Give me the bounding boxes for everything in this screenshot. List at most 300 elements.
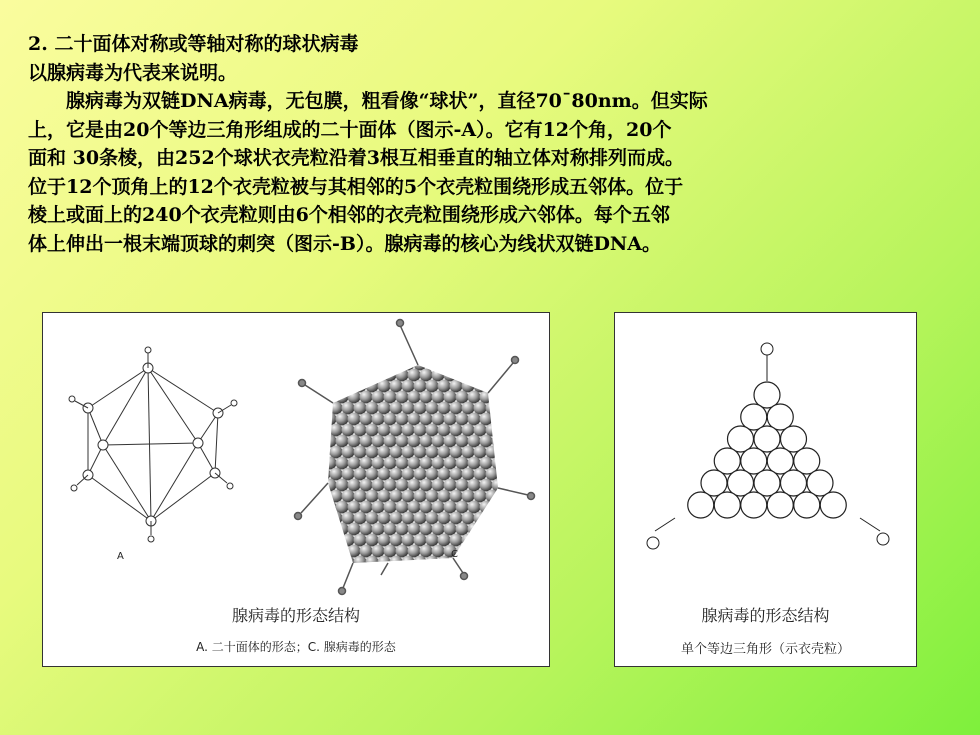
capsomer-ball [468, 391, 481, 404]
icosahedron-vertices [83, 363, 223, 526]
capsomer-ball [450, 490, 463, 503]
capsomer-ball [336, 545, 349, 558]
capsomer-ball [444, 347, 457, 360]
capsomer-ball [498, 468, 511, 481]
capsomer-ball [414, 534, 427, 547]
label-a: A [117, 551, 124, 562]
capsomer-ball [492, 391, 505, 404]
capsomer-ball [384, 435, 397, 448]
capsomer-ball [312, 413, 325, 426]
capsomer-circles [688, 382, 847, 518]
capsomer-ball [492, 545, 505, 558]
capsomer-ball [426, 512, 439, 525]
capsomer-ball [342, 534, 355, 547]
capsomer-ball [456, 523, 469, 536]
capsomer-ball [474, 380, 487, 393]
capsomer-ball [378, 380, 391, 393]
text-line-3: 腺病毒为双链DNA病毒，无包膜，粗看像“球状”，直径70¯80nm。但实际 [66, 90, 708, 112]
capsomer-ball [450, 446, 463, 459]
capsomer-ball [438, 490, 451, 503]
capsomer-ball [336, 457, 349, 470]
capsomer-ball [348, 347, 361, 360]
capsomer-ball [426, 358, 439, 371]
capsomer-ball [474, 402, 487, 415]
capsomer-ball [414, 490, 427, 503]
capsomer-ball [336, 347, 349, 360]
capsomer-ball [408, 457, 421, 470]
capsomer-ball [336, 479, 349, 492]
capsomer-ball [480, 369, 493, 382]
capsomer-ball [342, 446, 355, 459]
capsomer-ball [372, 369, 385, 382]
capsomer-ball [342, 358, 355, 371]
capsomer-ball [468, 435, 481, 448]
capsomer-ball [456, 457, 469, 470]
capsomer-ball [342, 556, 355, 569]
capsomer-ball [324, 369, 337, 382]
capsomer-ball [372, 435, 385, 448]
capsomer-ball [450, 512, 463, 525]
capsomer-ball [456, 413, 469, 426]
capsomer-ball [450, 468, 463, 481]
capsomer-ball [462, 490, 475, 503]
capsomer-ball [312, 369, 325, 382]
capsomer-ball [462, 534, 475, 547]
capsomer-ball [414, 380, 427, 393]
capsomer-ball [312, 435, 325, 448]
capsomer-ball [330, 402, 343, 415]
capsomer-ball [444, 413, 457, 426]
capsomer-ball [354, 402, 367, 415]
capsomer-ball [450, 380, 463, 393]
capsomer-ball [342, 424, 355, 437]
capsomer-ball [336, 501, 349, 514]
figure-left-subcaption: A. 二十面体的形态；C. 腺病毒的形态 [196, 640, 396, 654]
capsomer-ball [372, 347, 385, 360]
figure-left-caption: 腺病毒的形态结构 [231, 606, 360, 625]
capsomer-ball [312, 545, 325, 558]
capsomer-ball [384, 391, 397, 404]
capsomer-ball [480, 479, 493, 492]
capsomer-ball [444, 391, 457, 404]
capsomer-ball [402, 446, 415, 459]
capsomer-ball [432, 435, 445, 448]
capsomer-ball [498, 380, 511, 393]
capsomer-ball [348, 391, 361, 404]
figure-right-subcaption: 单个等边三角形（示衣壳粒） [680, 642, 850, 657]
capsomer-ball [420, 435, 433, 448]
body-text [28, 30, 958, 258]
capsomer-ball [366, 512, 379, 525]
capsomer-ball [348, 479, 361, 492]
capsomer-ball [420, 523, 433, 536]
capsomer-ball [438, 446, 451, 459]
capsomer-ball [420, 501, 433, 514]
capsomer-ball [390, 512, 403, 525]
capsomer-ball [498, 424, 511, 437]
capsomer-ball [498, 490, 511, 503]
capsomer-ball [330, 424, 343, 437]
capsomer-ball [426, 446, 439, 459]
capsomer-ball [474, 424, 487, 437]
capsomer-ball [432, 501, 445, 514]
capsomer-ball [330, 446, 343, 459]
capsomer-ball [438, 358, 451, 371]
capsomer-ball [480, 347, 493, 360]
capsomer-ball [354, 380, 367, 393]
capsomer-ball [492, 501, 505, 514]
capsomer-ball [378, 490, 391, 503]
capsomer-ball [474, 490, 487, 503]
capsomer-ball [432, 391, 445, 404]
capsomer-ball [336, 391, 349, 404]
capsomer-ball [396, 435, 409, 448]
capsomer-ball [468, 347, 481, 360]
capsomer-ball [408, 369, 421, 382]
capsomer-ball [486, 446, 499, 459]
capsomer-ball [312, 457, 325, 470]
capsomer-ball [498, 446, 511, 459]
capsomer-ball [348, 457, 361, 470]
capsomer-ball [330, 380, 343, 393]
capsomer-ball [492, 413, 505, 426]
capsomer-ball [324, 501, 337, 514]
capsomer-ball [474, 446, 487, 459]
text-line-4: 上，它是由20个等边三角形组成的二十面体（图示-A）。它有12个角，20个 [28, 118, 672, 141]
capsomer-ball [390, 424, 403, 437]
capsomer-ball [480, 413, 493, 426]
capsomer-ball [372, 545, 385, 558]
capsomer-ball [390, 380, 403, 393]
capsomer-ball [402, 358, 415, 371]
capsomer-ball [426, 380, 439, 393]
capsomer-ball [486, 424, 499, 437]
capsomer-ball [384, 479, 397, 492]
capsomer-ball [390, 534, 403, 547]
section-heading: 2. 二十面体对称或等轴对称的球状病毒 [28, 33, 359, 55]
capsomer-ball [432, 523, 445, 536]
capsomer-ball [444, 479, 457, 492]
capsomer-ball [480, 545, 493, 558]
capsomer-ball [318, 512, 331, 525]
capsomer-ball [438, 512, 451, 525]
capsomer-ball [378, 358, 391, 371]
capsomer-ball [342, 490, 355, 503]
capsomer-ball [360, 501, 373, 514]
capsomer-ball [414, 402, 427, 415]
adenovirus-model [295, 320, 535, 595]
capsomer-ball [312, 501, 325, 514]
capsomer-ball [396, 545, 409, 558]
capsomer-ball [462, 556, 475, 569]
capsomer-ball [456, 501, 469, 514]
capsomer-ball [468, 479, 481, 492]
capsomer-ball [414, 556, 427, 569]
capsomer-ball [420, 413, 433, 426]
capsomer-ball [420, 369, 433, 382]
capsomer-ball [426, 556, 439, 569]
capsomer-ball [348, 413, 361, 426]
capsomer-ball [384, 545, 397, 558]
capsomer-ball [330, 358, 343, 371]
capsomer-ball [468, 457, 481, 470]
capsomer-ball [498, 556, 511, 569]
capsomer-ball [336, 435, 349, 448]
capsomer-ball [468, 523, 481, 536]
capsomer-ball [354, 556, 367, 569]
capsomer-circle [688, 492, 714, 518]
capsomer-ball [312, 347, 325, 360]
text-line-2: 以腺病毒为代表来说明。 [28, 61, 238, 84]
capsomer-ball [360, 545, 373, 558]
capsomer-ball [348, 369, 361, 382]
capsomer-ball [462, 512, 475, 525]
capsomer-ball [480, 435, 493, 448]
capsomer-ball [462, 380, 475, 393]
capsomer-ball [354, 358, 367, 371]
capsomer-ball [390, 556, 403, 569]
capsomer-ball [342, 468, 355, 481]
capsomer-ball [354, 490, 367, 503]
capsomer-ball [474, 512, 487, 525]
capsomer-ball [420, 479, 433, 492]
capsomer-ball [330, 468, 343, 481]
capsomer-ball [474, 556, 487, 569]
capsomer-ball [492, 435, 505, 448]
capsomer-ball [444, 435, 457, 448]
capsomer-ball [384, 369, 397, 382]
capsomer-ball [414, 446, 427, 459]
capsomer-ball [480, 523, 493, 536]
capsomer-ball [372, 413, 385, 426]
capsomer-ball [408, 523, 421, 536]
capsomer-ball [318, 468, 331, 481]
capsomer-ball [480, 457, 493, 470]
capsomer-ball [498, 512, 511, 525]
capsomer-ball [366, 556, 379, 569]
capsomer-ball [360, 413, 373, 426]
capsomer-ball [438, 402, 451, 415]
capsomer-ball [360, 369, 373, 382]
capsomer-ball [396, 501, 409, 514]
capsomer-ball [414, 468, 427, 481]
capsomer-ball [366, 358, 379, 371]
capsomer-ball [378, 512, 391, 525]
capsomer-ball [438, 556, 451, 569]
capsomer-ball [438, 380, 451, 393]
capsomer-ball [318, 424, 331, 437]
capsomer-ball [348, 545, 361, 558]
capsomer-ball [450, 534, 463, 547]
capsomer-ball [384, 501, 397, 514]
capsomer-ball [312, 523, 325, 536]
capsomer-ball [366, 380, 379, 393]
capsomer-ball [372, 523, 385, 536]
capsomer-ball [318, 402, 331, 415]
capsomer-ball [396, 457, 409, 470]
capsomer-ball [432, 413, 445, 426]
capsomer-ball [456, 391, 469, 404]
capsomer-ball [378, 446, 391, 459]
capsomer-circle [767, 492, 793, 518]
capsomer-ball [450, 358, 463, 371]
capsomer-ball [426, 534, 439, 547]
capsomer-ball [432, 479, 445, 492]
capsomer-ball [336, 413, 349, 426]
capsomer-ball [492, 457, 505, 470]
capsomer-ball [432, 545, 445, 558]
capsomer-ball [396, 347, 409, 360]
capsomer-ball [468, 369, 481, 382]
capsomer-ball [378, 424, 391, 437]
capsomer-ball [492, 523, 505, 536]
capsomer-ball [330, 534, 343, 547]
capsomer-ball [330, 490, 343, 503]
capsomer-ball [462, 402, 475, 415]
text-line-5: 面和 30条棱，由252个球状衣壳粒沿着3根互相垂直的轴立体对称排列而成。 [28, 147, 684, 169]
capsomer-ball [498, 534, 511, 547]
capsomer-ball [426, 468, 439, 481]
capsomer-ball [408, 391, 421, 404]
capsomer-ball [408, 435, 421, 448]
capsomer-ball [360, 391, 373, 404]
capsomer-ball [468, 501, 481, 514]
capsomer-ball [456, 435, 469, 448]
capsomer-circle [714, 492, 740, 518]
capsomer-ball [402, 556, 415, 569]
capsomer-ball [438, 534, 451, 547]
capsomer-ball [426, 402, 439, 415]
capsomer-ball [486, 490, 499, 503]
capsomer-ball [318, 534, 331, 547]
capsomer-ball [402, 490, 415, 503]
capsomer-ball [420, 391, 433, 404]
capsomer-ball [342, 402, 355, 415]
capsomer-ball [360, 347, 373, 360]
capsomer-ball [486, 380, 499, 393]
capsomer-circle [794, 492, 820, 518]
capsomer-ball [438, 468, 451, 481]
capsomer-ball [402, 512, 415, 525]
capsomer-ball [318, 380, 331, 393]
capsomer-ball [390, 402, 403, 415]
capsomer-ball [318, 556, 331, 569]
capsomer-ball [444, 369, 457, 382]
capsomer-ball [324, 523, 337, 536]
capsomer-ball [396, 523, 409, 536]
label-c: C [451, 549, 458, 560]
capsomer-ball [432, 347, 445, 360]
capsomer-ball [480, 501, 493, 514]
capsomer-ball [432, 457, 445, 470]
capsomer-ball [390, 490, 403, 503]
capsomer-ball [426, 490, 439, 503]
capsomer-ball [330, 512, 343, 525]
capsomer-ball [396, 479, 409, 492]
capsomer-ball [474, 534, 487, 547]
capsomer-ball [318, 446, 331, 459]
capsomer-ball [462, 424, 475, 437]
capsomer-ball [486, 512, 499, 525]
capsomer-ball [456, 479, 469, 492]
capsomer-ball [390, 446, 403, 459]
capsomer-ball [372, 457, 385, 470]
capsomer-ball [414, 424, 427, 437]
capsomer-ball [462, 446, 475, 459]
capsomer-ball [372, 391, 385, 404]
capsomer-ball [450, 424, 463, 437]
capsomer-ball [468, 545, 481, 558]
capsomer-ball [402, 468, 415, 481]
capsomer-ball [438, 424, 451, 437]
capsomer-ball [402, 402, 415, 415]
capsomer-ball [324, 435, 337, 448]
capsomer-ball [354, 534, 367, 547]
capsomer-ball [372, 501, 385, 514]
capsomer-ball [420, 347, 433, 360]
capsomer-ball [378, 556, 391, 569]
capsomer-ball [462, 358, 475, 371]
capsomer-ball [396, 369, 409, 382]
capsomer-ball [366, 424, 379, 437]
capsomer-ball [420, 457, 433, 470]
capsomer-ball [336, 523, 349, 536]
capsomer-ball [462, 468, 475, 481]
capsomer-ball [324, 413, 337, 426]
capsomer-ball [408, 545, 421, 558]
capsomer-ball [348, 523, 361, 536]
capsomer-ball [402, 380, 415, 393]
capsomer-ball [492, 347, 505, 360]
figure-right-caption: 腺病毒的形态结构 [701, 606, 830, 625]
capsomer-ball [408, 501, 421, 514]
capsomer-ball [444, 457, 457, 470]
figure-panel-left [42, 312, 550, 667]
text-line-7: 棱上或面上的240个衣壳粒则由6个相邻的衣壳粒围绕形成六邻体。每个五邻 [28, 204, 670, 226]
figure-panel-right [614, 312, 917, 667]
capsomer-ball [372, 479, 385, 492]
capsomer-ball [348, 435, 361, 448]
capsomer-ball [360, 523, 373, 536]
capsomer-ball [360, 457, 373, 470]
capsomer-ball [402, 534, 415, 547]
capsomer-ball [360, 479, 373, 492]
capsomer-ball [396, 391, 409, 404]
capsomer-ball [420, 545, 433, 558]
text-line-8: 体上伸出一根末端顶球的刺突（图示-B）。腺病毒的核心为线状双链DNA。 [28, 232, 662, 255]
capsomer-ball [468, 413, 481, 426]
capsomer-ball [390, 468, 403, 481]
capsomer-circle [820, 492, 846, 518]
text-line-6: 位于12个顶角上的12个衣壳粒被与其相邻的5个衣壳粒围绕形成五邻体。位于 [28, 175, 684, 198]
capsomer-ball [384, 413, 397, 426]
capsomer-ball [354, 512, 367, 525]
capsomer-ball [414, 512, 427, 525]
capsomer-ball [360, 435, 373, 448]
capsomer-ball [486, 402, 499, 415]
capsomer-ball [444, 523, 457, 536]
capsomer-ball [324, 545, 337, 558]
capsomer-ball [456, 369, 469, 382]
capsomer-ball [474, 468, 487, 481]
capsomer-ball [348, 501, 361, 514]
capsomer-ball [384, 347, 397, 360]
capsomer-ball [396, 413, 409, 426]
capsomer-ball [378, 534, 391, 547]
capsomer-ball [486, 556, 499, 569]
capsomer-ball [330, 556, 343, 569]
capsomer-ball [384, 523, 397, 536]
